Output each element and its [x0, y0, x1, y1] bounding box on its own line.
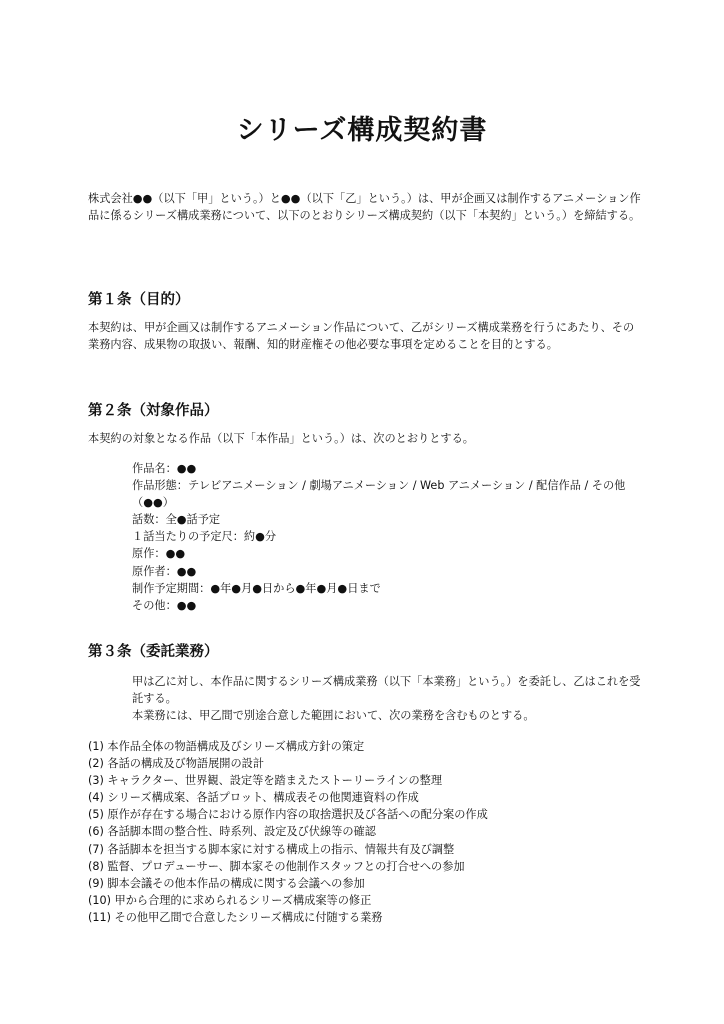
article-3-body-2: 本業務には、甲乙間で別途合意した範囲において、次の業務を含むものとする。	[132, 709, 535, 722]
list-item: (4) シリーズ構成案、各話プロット、構成表その他関連資料の作成	[88, 791, 419, 805]
list-item: (11) その他甲乙間で合意したシリーズ構成に付随する業務	[88, 910, 383, 924]
list-item: (8) 監督、プロデューサー、脚本家その他制作スタッフとの打合せへの参加	[88, 859, 465, 873]
field-runtime: １話当たりの予定尺：約●分	[132, 530, 277, 544]
list-item: (1) 本作品全体の物語構成及びシリーズ構成方針の策定	[88, 740, 365, 753]
field-original-author: 原作者：●●	[132, 564, 197, 578]
field-original-work: 原作：●●	[132, 547, 186, 561]
list-item: (5) 原作が存在する場合における原作内容の取捨選択及び各話への配分案の作成	[88, 808, 488, 822]
article-2-heading: 第２条（対象作品）	[88, 403, 219, 419]
article-2-intro: 本契約の対象となる作品（以下「本作品」という。）は、次のとおりとする。	[88, 432, 474, 445]
field-format: 作品形態：テレビアニメーション / 劇場アニメーション / Web アニメーション / 配信作品 / その他（●●）	[132, 479, 626, 510]
field-production-period: 制作予定期間：●年●月●日から●年●月●日まで	[132, 581, 381, 595]
field-episodes: 話数：全●話予定	[132, 513, 221, 527]
list-item: (10) 甲から合理的に求められるシリーズ構成案等の修正	[88, 893, 372, 907]
list-item: (9) 脚本会議その他本作品の構成に関する会議への参加	[88, 876, 365, 890]
document-title: シリーズ構成契約書	[236, 115, 488, 146]
list-item: (2) 各話の構成及び物語展開の設計	[88, 757, 265, 771]
list-item: (7) 各話脚本を担当する脚本家に対する構成上の指示、情報共有及び調整	[88, 842, 455, 856]
article-3-item-list	[88, 738, 644, 926]
preamble-paragraph: 株式会社●●（以下「甲」という。）と●●（以下「乙」という。）は、甲が企画又は制作するアニメーション作品に係るシリーズ構成業務について、以下のとおりシリーズ構成契約（以下「本契約」という。）を締結する。	[88, 192, 641, 222]
article-3-body-1: 甲は乙に対し、本作品に関するシリーズ構成業務（以下「本業務」という。）を委託し、乙はこれを受託する。	[132, 675, 641, 705]
article-2-fields	[132, 460, 642, 614]
article-1-heading: 第１条（目的）	[88, 292, 190, 308]
list-item: (3) キャラクター、世界観、設定等を踏まえたストーリーラインの整理	[88, 774, 443, 788]
list-item: (6) 各話脚本間の整合性、時系列、設定及び伏線等の確認	[88, 825, 376, 839]
article-3-heading: 第３条（委託業務）	[88, 644, 219, 660]
field-other: その他：●●	[132, 598, 197, 612]
article-1-body: 本契約は、甲が企画又は制作するアニメーション作品について、乙がシリーズ構成業務を行うにあたり、その業務内容、成果物の取扱い、報酬、知的財産権その他必要な事項を定めることを目的とする。	[88, 321, 635, 351]
field-title: 作品名：●●	[132, 462, 197, 475]
